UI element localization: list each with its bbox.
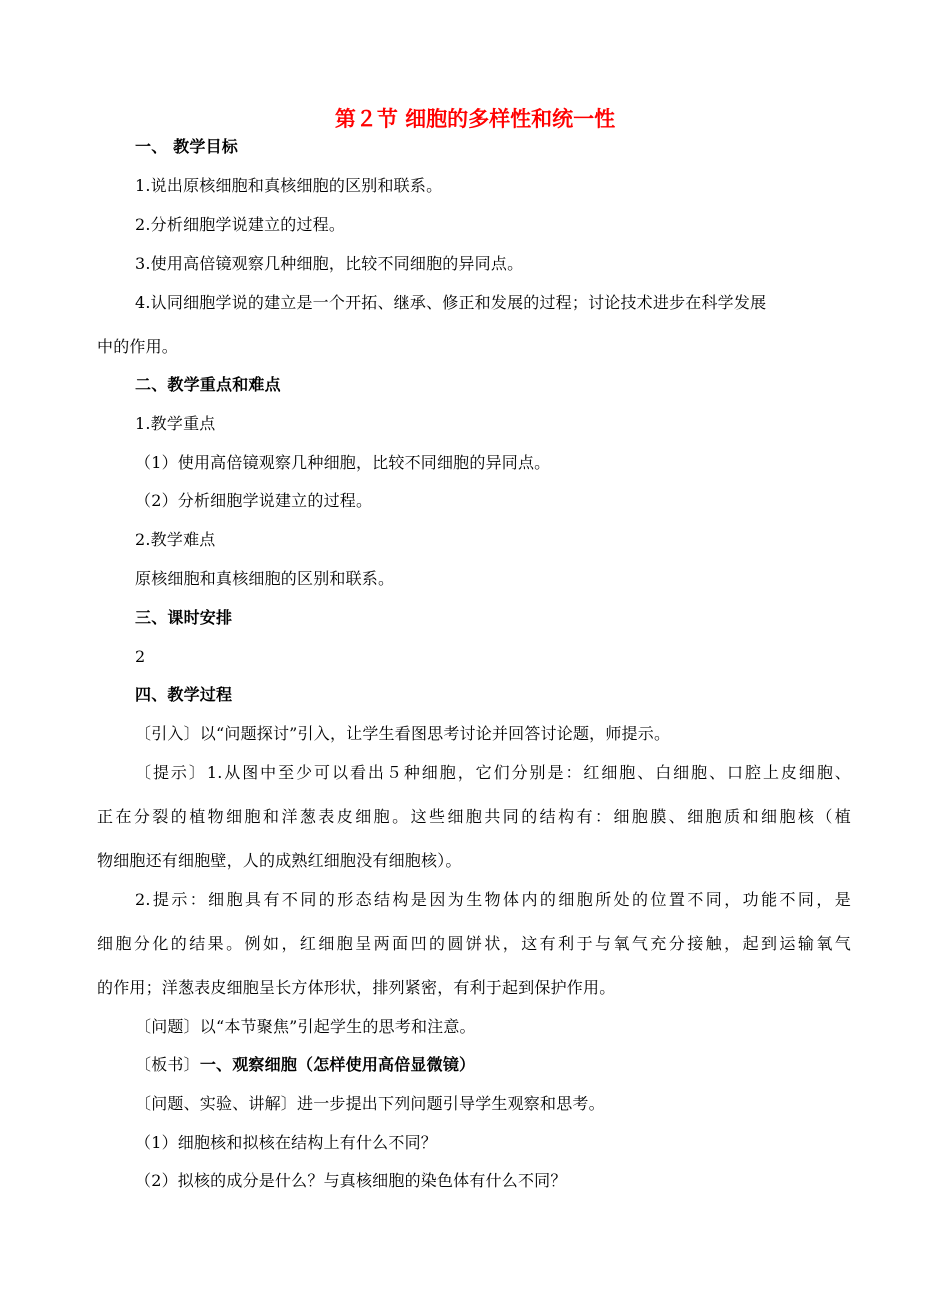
hint1-line-1: 〔提示〕1.从图中至少可以看出５种细胞，它们分别是：红细胞、白细胞、口腔上皮细胞、 [135, 763, 851, 782]
hint2-line-3: 的作用；洋葱表皮细胞呈长方体形状，排列紧密，有利于起到保护作用。 [97, 978, 616, 997]
process-guide: 〔问题、实验、讲解〕进一步提出下列问题引导学生观察和思考。 [135, 1094, 605, 1113]
key-item-1: （1）使用高倍镜观察几种细胞，比较不同细胞的异同点。 [135, 453, 551, 472]
board-line [135, 1054, 475, 1076]
schedule-value: 2 [135, 647, 146, 666]
section-heading-process: 四、教学过程 [135, 685, 233, 704]
difficulty-text: 原核细胞和真核细胞的区别和联系。 [135, 569, 395, 588]
goal-item-4: 4.认同细胞学说的建立是一个开拓、继承、修正和发展的过程；讨论技术进步在科学发展 [135, 293, 767, 312]
hint2-line-1: 2.提示：细胞具有不同的形态结构是因为生物体内的细胞所处的位置不同，功能不同，是 [135, 890, 851, 909]
section-heading-schedule: 三、课时安排 [135, 608, 233, 627]
goal-item-1: 1.说出原核细胞和真核细胞的区别和联系。 [135, 176, 443, 195]
key-label: 1.教学重点 [135, 414, 216, 433]
hint2-line-2: 细胞分化的结果。例如，红细胞呈两面凹的圆饼状，这有利于与氧气充分接触，起到运输氧气 [97, 934, 851, 953]
section-heading-goals: 一、 教学目标 [135, 137, 238, 156]
board-prefix: 〔板书〕 [135, 1055, 200, 1074]
guide-question-2: （2）拟核的成分是什么？与真核细胞的染色体有什么不同？ [135, 1171, 567, 1190]
process-intro: 〔引入〕以“问题探讨”引入，让学生看图思考讨论并回答讨论题，师提示。 [135, 724, 671, 743]
hint1-line-3: 物细胞还有细胞壁，人的成熟红细胞没有细胞核）。 [97, 851, 462, 870]
process-question: 〔问题〕以“本节聚焦”引起学生的思考和注意。 [135, 1017, 476, 1036]
goal-item-2: 2.分析细胞学说建立的过程。 [135, 215, 346, 234]
difficulty-label: 2.教学难点 [135, 530, 216, 549]
guide-question-1: （1）细胞核和拟核在结构上有什么不同？ [135, 1133, 437, 1152]
goal-item-4-cont: 中的作用。 [97, 337, 179, 356]
board-text: 一、观察细胞（怎样使用高倍显微镜） [199, 1055, 476, 1074]
section-heading-key-points: 二、教学重点和难点 [135, 375, 281, 394]
goal-item-3: 3.使用高倍镜观察几种细胞，比较不同细胞的异同点。 [135, 254, 524, 273]
page-title: 第２节 细胞的多样性和统一性 [334, 107, 616, 131]
hint1-line-2: 正在分裂的植物细胞和洋葱表皮细胞。这些细胞共同的结构有：细胞膜、细胞质和细胞核（植 [97, 807, 851, 826]
key-item-2: （2）分析细胞学说建立的过程。 [135, 491, 373, 510]
